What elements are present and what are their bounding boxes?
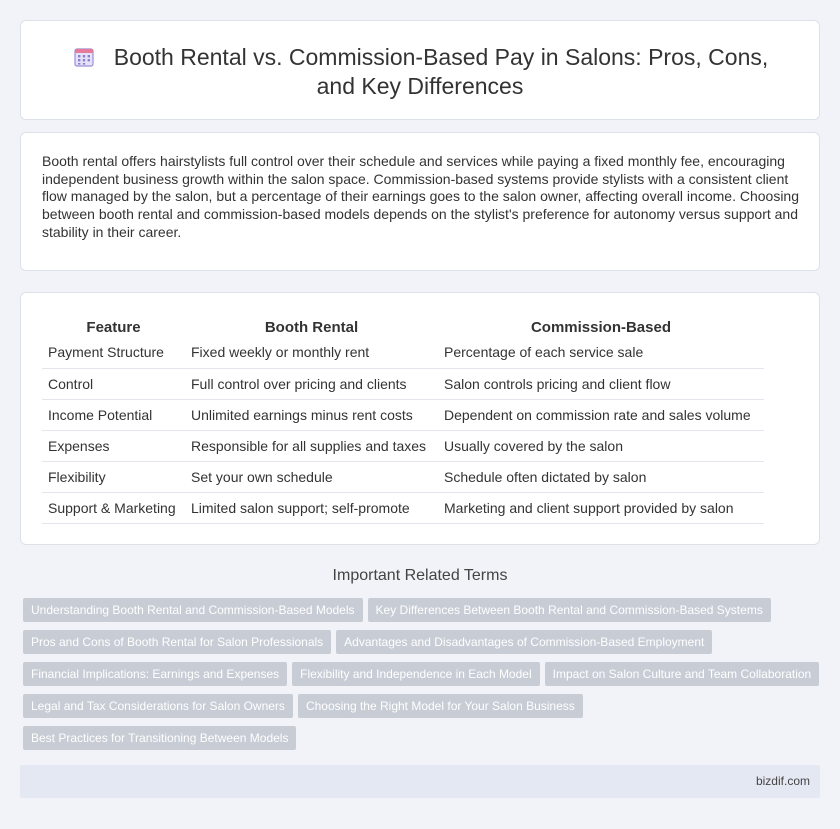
comparison-table-card	[20, 292, 820, 545]
table-cell: Salon controls pricing and client flow	[438, 368, 764, 399]
tag-row	[23, 726, 823, 758]
table-cell: Control	[42, 368, 185, 399]
header-feature: Feature	[86, 318, 141, 336]
table-cell: Fixed weekly or monthly rent	[185, 337, 438, 368]
related-term-link[interactable]: Pros and Cons of Booth Rental for Salon Professionals	[23, 630, 331, 654]
table-cell: Limited salon support; self-promote	[185, 492, 438, 523]
summary-paragraph: Booth rental offers hairstylists full control over their schedule and services while paying a fixed monthly fee, encouraging independent business growth within the salon space. Commission-based systems provide stylists with a consistent client flow managed by the salon, but a percentage of their earnings goes to the salon owner, affecting overall income. Choosing between booth rental and commission-based models depends on the stylist's preference for autonomy versus support and stability in their career.	[42, 153, 799, 240]
table-header-row	[42, 315, 764, 337]
table-cell: Set your own schedule	[185, 461, 438, 492]
table-cell: Usually covered by the salon	[438, 430, 764, 461]
table-row	[42, 337, 764, 368]
related-term-link[interactable]: Understanding Booth Rental and Commission-Based Models	[23, 598, 363, 622]
table-cell: Flexibility	[42, 461, 185, 492]
summary-card	[20, 132, 820, 271]
related-term-link[interactable]: Best Practices for Transitioning Between Models	[23, 726, 296, 750]
table-cell: Unlimited earnings minus rent costs	[185, 399, 438, 430]
related-term-link[interactable]: Key Differences Between Booth Rental and Commission-Based Systems	[368, 598, 771, 622]
related-term-link[interactable]: Advantages and Disadvantages of Commission-Based Employment	[336, 630, 712, 654]
table-cell: Income Potential	[42, 399, 185, 430]
related-terms-title: Important Related Terms	[332, 567, 508, 584]
table-row	[42, 368, 764, 399]
table-row	[42, 492, 764, 523]
footer-site-name: bizdif.com	[755, 774, 810, 788]
table-row	[42, 399, 764, 430]
table-cell: Marketing and client support provided by salon	[438, 492, 764, 523]
header-commission-based: Commission-Based	[530, 318, 672, 336]
related-term-link[interactable]: Financial Implications: Earnings and Expenses	[23, 662, 287, 686]
header-booth-rental: Booth Rental	[264, 318, 359, 336]
table-cell: Percentage of each service sale	[438, 337, 764, 368]
related-term-link[interactable]: Flexibility and Independence in Each Model	[292, 662, 539, 686]
related-term-link[interactable]: Impact on Salon Culture and Team Collaboration	[545, 662, 820, 686]
table-cell: Payment Structure	[42, 337, 185, 368]
calendar-icon	[72, 45, 96, 69]
tag-row	[23, 630, 823, 662]
page-title	[21, 43, 819, 101]
related-terms-list	[23, 598, 823, 758]
comparison-table	[42, 315, 764, 524]
table-cell: Support & Marketing	[42, 492, 185, 523]
header-card	[20, 20, 820, 120]
footer	[20, 765, 820, 798]
table-cell: Full control over pricing and clients	[185, 368, 438, 399]
table-row	[42, 430, 764, 461]
related-term-link[interactable]: Choosing the Right Model for Your Salon Business	[298, 694, 583, 718]
tag-row	[23, 598, 823, 630]
related-term-link[interactable]: Legal and Tax Considerations for Salon Owners	[23, 694, 293, 718]
table-cell: Expenses	[42, 430, 185, 461]
table-row	[42, 461, 764, 492]
page-title-text: Booth Rental vs. Commission-Based Pay in Salons: Pros, Cons, and Key Differences	[113, 44, 769, 99]
table-cell: Schedule often dictated by salon	[438, 461, 764, 492]
tag-row	[23, 694, 823, 726]
table-cell: Dependent on commission rate and sales volume	[438, 399, 764, 430]
table-cell: Responsible for all supplies and taxes	[185, 430, 438, 461]
tag-row	[23, 662, 823, 694]
